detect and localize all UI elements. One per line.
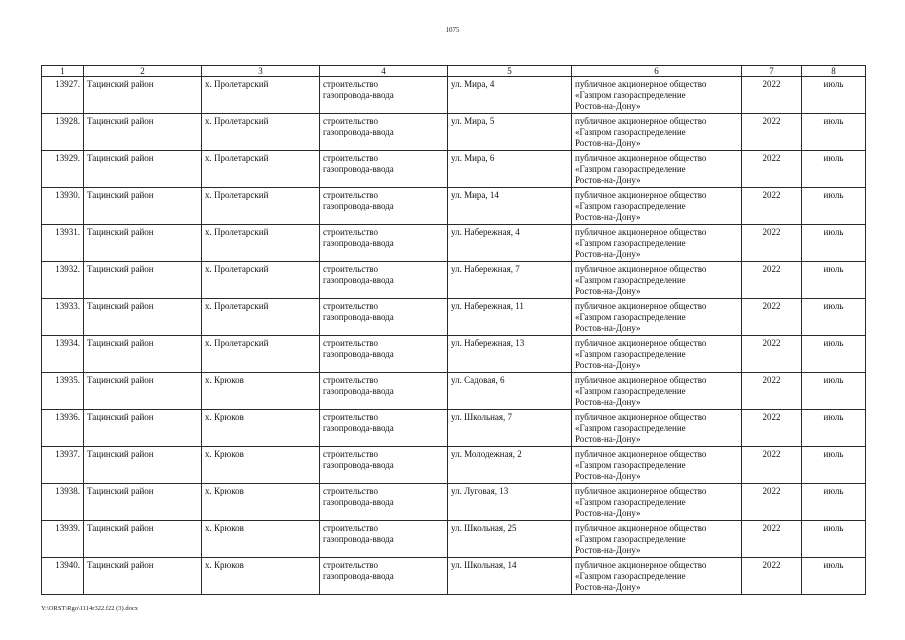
organization-cell xyxy=(572,336,742,373)
month-cell xyxy=(802,77,866,114)
organization-text-line: «Газпром газораспределение xyxy=(575,386,686,396)
row-number: 13937. xyxy=(55,449,80,459)
work-cell xyxy=(320,447,448,484)
locality-text: х. Пролетарский xyxy=(205,264,269,274)
work-cell xyxy=(320,151,448,188)
month-cell xyxy=(802,521,866,558)
district-cell xyxy=(84,151,202,188)
district-text: Тацинский район xyxy=(87,523,154,533)
column-number-row xyxy=(42,66,866,77)
organization-text-line: «Газпром газораспределение xyxy=(575,164,686,174)
page-number: 1075 xyxy=(445,26,460,34)
organization-text-line: Ростов-на-Дону» xyxy=(575,175,641,185)
month-cell xyxy=(802,262,866,299)
locality-text: х. Пролетарский xyxy=(205,190,269,200)
organization-text-line: публичное акционерное общество xyxy=(575,190,707,200)
district-text: Тацинский район xyxy=(87,264,154,274)
address-text: ул. Школьная, 25 xyxy=(451,523,517,533)
organization-text-line: публичное акционерное общество xyxy=(575,264,707,274)
year-cell xyxy=(742,484,802,521)
organization-cell xyxy=(572,225,742,262)
register-body xyxy=(42,77,866,595)
address-text: ул. Мира, 6 xyxy=(451,153,495,163)
work-text-line: газопровода-ввода xyxy=(323,571,394,581)
organization-text-line: Ростов-на-Дону» xyxy=(575,434,641,444)
work-cell xyxy=(320,188,448,225)
work-cell xyxy=(320,114,448,151)
organization-cell xyxy=(572,373,742,410)
organization-text-line: публичное акционерное общество xyxy=(575,153,707,163)
column-header: 7 xyxy=(742,66,802,77)
organization-cell xyxy=(572,188,742,225)
month-cell xyxy=(802,410,866,447)
organization-cell xyxy=(572,262,742,299)
locality-cell xyxy=(202,299,320,336)
table-row xyxy=(42,336,866,373)
row-number: 13931. xyxy=(55,227,80,237)
organization-text-line: публичное акционерное общество xyxy=(575,486,707,496)
organization-text-line: публичное акционерное общество xyxy=(575,79,707,89)
district-text: Тацинский район xyxy=(87,190,154,200)
row-number: 13933. xyxy=(55,301,80,311)
year-text: 2022 xyxy=(762,264,781,274)
year-text: 2022 xyxy=(762,301,781,311)
address-text: ул. Школьная, 7 xyxy=(451,412,513,422)
work-text-line: строительство xyxy=(323,79,378,89)
district-cell xyxy=(84,484,202,521)
locality-cell xyxy=(202,410,320,447)
district-text: Тацинский район xyxy=(87,486,154,496)
locality-text: х. Крюков xyxy=(205,412,244,422)
month-cell xyxy=(802,447,866,484)
year-cell xyxy=(742,188,802,225)
row-number-cell xyxy=(42,262,84,299)
month-cell xyxy=(802,299,866,336)
row-number-cell xyxy=(42,558,84,595)
district-cell xyxy=(84,521,202,558)
year-text: 2022 xyxy=(762,375,781,385)
row-number: 13929. xyxy=(55,153,80,163)
month-cell xyxy=(802,484,866,521)
locality-cell xyxy=(202,225,320,262)
address-text: ул. Мира, 14 xyxy=(451,190,499,200)
row-number: 13934. xyxy=(55,338,80,348)
organization-text-line: «Газпром газораспределение xyxy=(575,238,686,248)
year-cell xyxy=(742,410,802,447)
organization-text-line: «Газпром газораспределение xyxy=(575,534,686,544)
organization-text-line: публичное акционерное общество xyxy=(575,116,707,126)
locality-text: х. Пролетарский xyxy=(205,227,269,237)
register-table xyxy=(41,65,866,595)
organization-cell xyxy=(572,521,742,558)
table-row xyxy=(42,521,866,558)
table-row xyxy=(42,410,866,447)
table-row xyxy=(42,151,866,188)
district-text: Тацинский район xyxy=(87,153,154,163)
row-number-cell xyxy=(42,373,84,410)
organization-cell xyxy=(572,558,742,595)
locality-cell xyxy=(202,558,320,595)
work-text-line: строительство xyxy=(323,190,378,200)
year-cell xyxy=(742,77,802,114)
row-number-cell xyxy=(42,410,84,447)
organization-text-line: «Газпром газораспределение xyxy=(575,423,686,433)
work-text-line: строительство xyxy=(323,301,378,311)
work-text-line: газопровода-ввода xyxy=(323,423,394,433)
organization-cell xyxy=(572,77,742,114)
column-header: 4 xyxy=(320,66,448,77)
organization-text-line: Ростов-на-Дону» xyxy=(575,360,641,370)
work-text-line: строительство xyxy=(323,153,378,163)
year-cell xyxy=(742,447,802,484)
district-text: Тацинский район xyxy=(87,560,154,570)
locality-cell xyxy=(202,373,320,410)
work-text-line: строительство xyxy=(323,227,378,237)
organization-cell xyxy=(572,299,742,336)
work-text-line: газопровода-ввода xyxy=(323,534,394,544)
month-text: июль xyxy=(823,227,844,237)
district-cell xyxy=(84,77,202,114)
work-text-line: газопровода-ввода xyxy=(323,275,394,285)
month-text: июль xyxy=(823,116,844,126)
row-number: 13927. xyxy=(55,79,80,89)
table-row xyxy=(42,447,866,484)
month-cell xyxy=(802,336,866,373)
district-cell xyxy=(84,373,202,410)
row-number-cell xyxy=(42,299,84,336)
organization-text-line: публичное акционерное общество xyxy=(575,375,707,385)
district-cell xyxy=(84,558,202,595)
address-cell xyxy=(448,521,572,558)
table-row xyxy=(42,225,866,262)
month-text: июль xyxy=(823,560,844,570)
work-cell xyxy=(320,558,448,595)
organization-text-line: Ростов-на-Дону» xyxy=(575,471,641,481)
work-cell xyxy=(320,373,448,410)
district-cell xyxy=(84,299,202,336)
organization-cell xyxy=(572,114,742,151)
year-cell xyxy=(742,521,802,558)
organization-text-line: публичное акционерное общество xyxy=(575,523,707,533)
work-text-line: строительство xyxy=(323,116,378,126)
work-cell xyxy=(320,77,448,114)
locality-text: х. Крюков xyxy=(205,449,244,459)
table-row xyxy=(42,299,866,336)
address-cell xyxy=(448,225,572,262)
locality-text: х. Крюков xyxy=(205,523,244,533)
address-text: ул. Мира, 5 xyxy=(451,116,495,126)
district-cell xyxy=(84,447,202,484)
locality-text: х. Крюков xyxy=(205,560,244,570)
locality-cell xyxy=(202,521,320,558)
organization-text-line: Ростов-на-Дону» xyxy=(575,212,641,222)
year-text: 2022 xyxy=(762,449,781,459)
work-text-line: газопровода-ввода xyxy=(323,201,394,211)
month-cell xyxy=(802,373,866,410)
month-text: июль xyxy=(823,79,844,89)
address-cell xyxy=(448,77,572,114)
address-text: ул. Набережная, 13 xyxy=(451,338,525,348)
district-text: Тацинский район xyxy=(87,301,154,311)
district-text: Тацинский район xyxy=(87,338,154,348)
year-text: 2022 xyxy=(762,153,781,163)
organization-text-line: «Газпром газораспределение xyxy=(575,127,686,137)
district-cell xyxy=(84,188,202,225)
organization-text-line: «Газпром газораспределение xyxy=(575,275,686,285)
month-cell xyxy=(802,558,866,595)
work-cell xyxy=(320,262,448,299)
address-cell xyxy=(448,447,572,484)
organization-text-line: Ростов-на-Дону» xyxy=(575,508,641,518)
work-cell xyxy=(320,299,448,336)
row-number-cell xyxy=(42,225,84,262)
work-text-line: газопровода-ввода xyxy=(323,386,394,396)
locality-cell xyxy=(202,336,320,373)
address-text: ул. Мира, 4 xyxy=(451,79,495,89)
address-cell xyxy=(448,373,572,410)
work-text-line: газопровода-ввода xyxy=(323,127,394,137)
locality-cell xyxy=(202,77,320,114)
work-text-line: газопровода-ввода xyxy=(323,164,394,174)
district-cell xyxy=(84,262,202,299)
organization-text-line: публичное акционерное общество xyxy=(575,338,707,348)
organization-text-line: публичное акционерное общество xyxy=(575,412,707,422)
row-number-cell xyxy=(42,114,84,151)
locality-text: х. Крюков xyxy=(205,375,244,385)
address-text: ул. Луговая, 13 xyxy=(451,486,509,496)
row-number-cell xyxy=(42,336,84,373)
year-cell xyxy=(742,114,802,151)
row-number: 13938. xyxy=(55,486,80,496)
column-header: 6 xyxy=(572,66,742,77)
district-text: Тацинский район xyxy=(87,116,154,126)
address-text: ул. Школьная, 14 xyxy=(451,560,517,570)
row-number: 13935. xyxy=(55,375,80,385)
table-row xyxy=(42,373,866,410)
row-number-cell xyxy=(42,77,84,114)
year-cell xyxy=(742,151,802,188)
row-number: 13939. xyxy=(55,523,80,533)
address-cell xyxy=(448,151,572,188)
locality-cell xyxy=(202,484,320,521)
row-number: 13930. xyxy=(55,190,80,200)
district-cell xyxy=(84,114,202,151)
row-number: 13940. xyxy=(55,560,80,570)
district-text: Тацинский район xyxy=(87,449,154,459)
district-cell xyxy=(84,336,202,373)
work-text-line: газопровода-ввода xyxy=(323,312,394,322)
organization-text-line: Ростов-на-Дону» xyxy=(575,101,641,111)
month-cell xyxy=(802,188,866,225)
month-cell xyxy=(802,151,866,188)
locality-cell xyxy=(202,262,320,299)
organization-text-line: Ростов-на-Дону» xyxy=(575,323,641,333)
work-cell xyxy=(320,225,448,262)
locality-text: х. Пролетарский xyxy=(205,338,269,348)
month-text: июль xyxy=(823,153,844,163)
locality-cell xyxy=(202,114,320,151)
year-cell xyxy=(742,225,802,262)
column-header: 5 xyxy=(448,66,572,77)
table-row xyxy=(42,188,866,225)
month-text: июль xyxy=(823,523,844,533)
address-cell xyxy=(448,336,572,373)
work-text-line: строительство xyxy=(323,486,378,496)
footer-file-path: Y:\ORST\Rgo\1114r322.f22 (3).docx xyxy=(41,605,138,612)
organization-cell xyxy=(572,410,742,447)
row-number-cell xyxy=(42,484,84,521)
organization-text-line: «Газпром газораспределение xyxy=(575,90,686,100)
month-text: июль xyxy=(823,486,844,496)
organization-text-line: «Газпром газораспределение xyxy=(575,460,686,470)
locality-text: х. Крюков xyxy=(205,486,244,496)
organization-text-line: публичное акционерное общество xyxy=(575,301,707,311)
row-number: 13936. xyxy=(55,412,80,422)
work-cell xyxy=(320,521,448,558)
district-text: Тацинский район xyxy=(87,227,154,237)
address-text: ул. Молодежная, 2 xyxy=(451,449,522,459)
address-text: ул. Набережная, 7 xyxy=(451,264,520,274)
address-cell xyxy=(448,299,572,336)
month-text: июль xyxy=(823,449,844,459)
year-cell xyxy=(742,373,802,410)
work-text-line: строительство xyxy=(323,264,378,274)
row-number-cell xyxy=(42,447,84,484)
table-row xyxy=(42,558,866,595)
organization-text-line: Ростов-на-Дону» xyxy=(575,545,641,555)
year-cell xyxy=(742,262,802,299)
address-cell xyxy=(448,262,572,299)
work-text-line: строительство xyxy=(323,560,378,570)
year-text: 2022 xyxy=(762,79,781,89)
organization-text-line: публичное акционерное общество xyxy=(575,227,707,237)
work-text-line: газопровода-ввода xyxy=(323,460,394,470)
district-text: Тацинский район xyxy=(87,412,154,422)
organization-text-line: Ростов-на-Дону» xyxy=(575,286,641,296)
work-text-line: строительство xyxy=(323,449,378,459)
locality-cell xyxy=(202,188,320,225)
locality-text: х. Пролетарский xyxy=(205,116,269,126)
table-row xyxy=(42,484,866,521)
organization-text-line: публичное акционерное общество xyxy=(575,560,707,570)
month-text: июль xyxy=(823,412,844,422)
month-text: июль xyxy=(823,190,844,200)
district-text: Тацинский район xyxy=(87,79,154,89)
locality-text: х. Пролетарский xyxy=(205,153,269,163)
row-number-cell xyxy=(42,188,84,225)
organization-text-line: Ростов-на-Дону» xyxy=(575,249,641,259)
work-text-line: строительство xyxy=(323,523,378,533)
locality-text: х. Пролетарский xyxy=(205,301,269,311)
row-number-cell xyxy=(42,151,84,188)
organization-cell xyxy=(572,447,742,484)
column-header: 3 xyxy=(202,66,320,77)
row-number-cell xyxy=(42,521,84,558)
row-number: 13928. xyxy=(55,116,80,126)
table-row xyxy=(42,114,866,151)
organization-text-line: Ростов-на-Дону» xyxy=(575,397,641,407)
month-cell xyxy=(802,114,866,151)
year-text: 2022 xyxy=(762,338,781,348)
address-cell xyxy=(448,484,572,521)
column-header: 1 xyxy=(42,66,84,77)
month-cell xyxy=(802,225,866,262)
organization-text-line: «Газпром газораспределение xyxy=(575,312,686,322)
address-cell xyxy=(448,558,572,595)
district-cell xyxy=(84,225,202,262)
organization-text-line: «Газпром газораспределение xyxy=(575,201,686,211)
organization-cell xyxy=(572,484,742,521)
organization-text-line: «Газпром газораспределение xyxy=(575,571,686,581)
address-cell xyxy=(448,114,572,151)
year-text: 2022 xyxy=(762,486,781,496)
month-text: июль xyxy=(823,375,844,385)
organization-text-line: Ростов-на-Дону» xyxy=(575,582,641,592)
address-text: ул. Садовая, 6 xyxy=(451,375,505,385)
address-cell xyxy=(448,410,572,447)
work-text-line: строительство xyxy=(323,338,378,348)
row-number: 13932. xyxy=(55,264,80,274)
column-header: 2 xyxy=(84,66,202,77)
year-text: 2022 xyxy=(762,190,781,200)
work-text-line: газопровода-ввода xyxy=(323,90,394,100)
locality-text: х. Пролетарский xyxy=(205,79,269,89)
district-text: Тацинский район xyxy=(87,375,154,385)
address-text: ул. Набережная, 4 xyxy=(451,227,520,237)
year-cell xyxy=(742,299,802,336)
work-text-line: газопровода-ввода xyxy=(323,497,394,507)
year-text: 2022 xyxy=(762,523,781,533)
month-text: июль xyxy=(823,338,844,348)
work-text-line: газопровода-ввода xyxy=(323,349,394,359)
year-text: 2022 xyxy=(762,116,781,126)
year-cell xyxy=(742,336,802,373)
address-text: ул. Набережная, 11 xyxy=(451,301,524,311)
work-text-line: газопровода-ввода xyxy=(323,238,394,248)
district-cell xyxy=(84,410,202,447)
organization-text-line: публичное акционерное общество xyxy=(575,449,707,459)
organization-text-line: «Газпром газораспределение xyxy=(575,349,686,359)
work-cell xyxy=(320,410,448,447)
year-cell xyxy=(742,558,802,595)
month-text: июль xyxy=(823,301,844,311)
table-row xyxy=(42,262,866,299)
work-text-line: строительство xyxy=(323,375,378,385)
locality-cell xyxy=(202,447,320,484)
organization-cell xyxy=(572,151,742,188)
organization-text-line: Ростов-на-Дону» xyxy=(575,138,641,148)
year-text: 2022 xyxy=(762,412,781,422)
year-text: 2022 xyxy=(762,560,781,570)
table-row xyxy=(42,77,866,114)
address-cell xyxy=(448,188,572,225)
month-text: июль xyxy=(823,264,844,274)
work-text-line: строительство xyxy=(323,412,378,422)
locality-cell xyxy=(202,151,320,188)
work-cell xyxy=(320,336,448,373)
year-text: 2022 xyxy=(762,227,781,237)
work-cell xyxy=(320,484,448,521)
column-header: 8 xyxy=(802,66,866,77)
organization-text-line: «Газпром газораспределение xyxy=(575,497,686,507)
